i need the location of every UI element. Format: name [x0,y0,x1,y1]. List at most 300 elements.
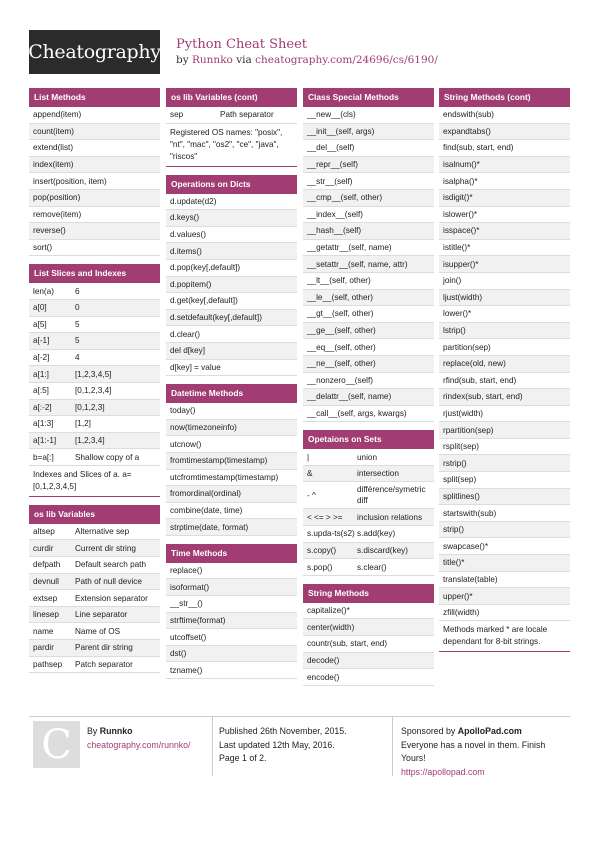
row-value: intersection [357,469,399,479]
row-key: b=a[:] [33,452,54,462]
list-item [303,223,434,240]
row-value: Shallow copy of a [75,452,140,462]
row-key: curdir [33,543,54,553]
row-key: devnull [33,576,59,586]
column-1 [29,88,160,681]
updated-date: Last updated 12th May, 2016. [219,739,335,750]
item-text: fromordinal(ordinal) [170,489,241,499]
list-item [166,470,297,487]
item-text: d[key] = value [170,362,221,372]
list-item [439,107,570,124]
list-item [303,306,434,323]
section-header: String Methods (cont) [439,88,570,107]
row-key: defpath [33,560,61,570]
item-text: reverse() [33,226,66,236]
list-item [303,389,434,406]
item-text: zfill(width) [443,608,480,618]
item-text: d.values() [170,230,206,240]
item-text: today() [170,406,196,416]
row-key: pathsep [33,659,63,669]
table-row [303,526,434,543]
table-row [29,317,160,334]
footer-publication [219,725,347,766]
row-key: - ^ [307,490,316,500]
item-text: rpartition(sep) [443,425,494,435]
section-list-methods [29,88,160,256]
table-row [29,350,160,367]
item-text: swapcase()* [443,541,489,551]
item-text: title()* [443,558,465,568]
row-value: [0,1,2,3] [75,402,105,412]
footer-author [87,725,191,752]
column-2 [166,88,297,687]
list-item [303,157,434,174]
row-value: inclusion relations [357,512,423,522]
table-row [303,543,434,560]
table-row [29,640,160,657]
list-item [303,356,434,373]
footer-author-name[interactable]: Runnko [99,726,133,736]
section-note: Methods marked * are locale dependant for 8-bit strings. [439,621,570,652]
row-key: a[1:-1] [33,435,57,445]
table-row [303,449,434,466]
published-date: Published 26th November, 2015. [219,726,347,736]
list-item [303,669,434,686]
footer-author-url[interactable]: cheatography.com/runnko/ [87,739,191,750]
section-header: Operations on Dicts [166,175,297,194]
row-value: Path of null device [75,576,142,586]
list-item [439,157,570,174]
row-value: [0,1,2,3,4] [75,386,112,396]
item-text: startswith(sub) [443,508,497,518]
list-item [439,588,570,605]
item-text: __nonzero__(self) [307,375,373,385]
list-item [439,455,570,472]
item-text: center(width) [307,622,355,632]
list-item [439,207,570,224]
row-value: [1,2] [75,419,91,429]
list-item [439,538,570,555]
item-text: dst() [170,649,187,659]
footer-separator [392,716,393,776]
list-item [303,619,434,636]
row-value: Name of OS [75,626,121,636]
item-text: extend(list) [33,143,74,153]
list-item [439,323,570,340]
item-text: rjust(width) [443,408,484,418]
item-text: __le__(self, other) [307,292,373,302]
section-os-vars [29,505,160,673]
section-time [166,544,297,679]
page-title: Python Cheat Sheet [176,37,308,52]
list-item [166,613,297,630]
row-key: extsep [33,593,58,603]
list-item [439,489,570,506]
item-text: decode() [307,655,340,665]
list-item [166,243,297,260]
table-row [29,540,160,557]
item-text: del d[key] [170,346,206,356]
list-item [439,256,570,273]
item-text: sort() [33,243,53,253]
item-text: expandtabs() [443,126,491,136]
row-value: s.add(key) [357,529,396,539]
item-text: combine(date, time) [170,505,243,515]
list-item [303,636,434,653]
author-link[interactable]: Runnko [192,54,233,66]
item-text: append(item) [33,110,82,120]
item-text: __eq__(self, other) [307,342,376,352]
footer-divider [29,716,570,717]
item-text: __hash__(self) [307,226,362,236]
list-item [439,339,570,356]
item-text: join() [443,276,462,286]
item-text: lstrip() [443,326,466,336]
list-item [166,420,297,437]
item-text: __ne__(self, other) [307,359,376,369]
list-item [439,555,570,572]
list-item [303,339,434,356]
list-item [439,140,570,157]
item-text: insert(position, item) [33,176,107,186]
list-item [166,403,297,420]
list-item [166,227,297,244]
list-item [29,207,160,224]
sponsor-url[interactable]: https://apollopad.com [401,766,485,777]
item-text: rfind(sub, start, end) [443,375,517,385]
row-value: 6 [75,286,80,296]
row-key: a[5] [33,319,47,329]
via-label: via [236,54,252,66]
table-row [29,416,160,433]
list-item [439,306,570,323]
list-item [439,190,570,207]
item-text: d.update(d2) [170,196,217,206]
list-item [439,356,570,373]
row-value: 0 [75,303,80,313]
item-text: rstrip() [443,458,467,468]
section-header: List Methods [29,88,160,107]
item-text: replace(old, new) [443,359,506,369]
list-item [166,646,297,663]
item-text: d.popitem() [170,279,212,289]
table-row [29,607,160,624]
row-key: s.copy() [307,545,337,555]
row-key: a[-1] [33,336,50,346]
list-item [166,436,297,453]
list-item [303,603,434,620]
list-item [29,173,160,190]
table-row [303,482,434,509]
item-text: countr(sub, start, end) [307,639,388,649]
item-text: encode() [307,672,340,682]
item-text: __new__(cls) [307,110,356,120]
list-item [439,389,570,406]
item-text: index(item) [33,160,74,170]
row-key: a[1:3] [33,419,54,429]
row-value: Alternative sep [75,527,130,537]
item-text: __call__(self, args, kwargs) [307,408,407,418]
row-value: [1,2,3,4] [75,435,105,445]
item-text: isdigit()* [443,193,473,203]
section-header: String Methods [303,584,434,603]
list-item [166,277,297,294]
item-text: __str__(self) [307,176,353,186]
row-key: a[:-2] [33,402,52,412]
list-item [439,173,570,190]
row-value: s.clear() [357,562,387,572]
item-text: rsplit(sep) [443,442,479,452]
list-item [439,273,570,290]
row-value: [1,2,3,4,5] [75,369,112,379]
list-item [166,326,297,343]
list-item [439,505,570,522]
table-row [29,366,160,383]
list-item [166,629,297,646]
list-item [166,293,297,310]
list-item [439,572,570,589]
item-text: strptime(date, format) [170,522,249,532]
row-key: a[1:] [33,369,49,379]
section-class-special [303,88,434,422]
row-key: < <= > >= [307,512,343,522]
list-item [439,472,570,489]
row-value: Patch separator [75,659,133,669]
item-text: tzname() [170,665,203,675]
table-row [29,333,160,350]
row-value: 5 [75,319,80,329]
table-row [29,557,160,574]
row-value: Extension separator [75,593,148,603]
row-value: Current dir string [75,543,136,553]
item-text: partition(sep) [443,342,491,352]
item-text: isoformat() [170,582,210,592]
list-item [166,194,297,211]
row-key: altsep [33,527,55,537]
section-string-cont [439,88,570,652]
item-text: isalpha()* [443,176,478,186]
section-header: Datetime Methods [166,384,297,403]
table-row [29,400,160,417]
item-text: __lt__(self, other) [307,276,371,286]
row-value: différence/symetric diff [357,485,426,506]
section-header: os lib Variables (cont) [166,88,297,107]
section-datetime [166,384,297,536]
item-text: utcoffset() [170,632,207,642]
list-item [29,223,160,240]
list-item [439,240,570,257]
table-row [29,383,160,400]
item-text: __init__(self, args) [307,126,375,136]
list-item [303,190,434,207]
item-text: isspace()* [443,226,480,236]
footer-separator [212,716,213,776]
list-item [439,406,570,423]
item-text: splitlines() [443,491,480,501]
row-key: a[:5] [33,386,49,396]
list-item [303,373,434,390]
table-row [29,590,160,607]
section-header: os lib Variables [29,505,160,524]
list-item [303,653,434,670]
item-text: d.clear() [170,329,201,339]
item-text: d.items() [170,246,202,256]
row-key: a[-2] [33,353,50,363]
row-key: linesep [33,610,59,620]
table-row [166,107,297,124]
cheatography-logo[interactable]: Cheatography [29,30,160,74]
sponsor-text: Everyone has a novel in them. Finish Yours! [401,739,546,763]
row-value: Path separator [220,110,274,120]
row-key: pardir [33,643,54,653]
item-text: now(timezoneinfo) [170,423,237,433]
item-text: ljust(width) [443,292,483,302]
table-row [29,433,160,450]
list-item [166,453,297,470]
item-text: utcnow() [170,439,202,449]
table-row [303,559,434,576]
item-text: istitle()* [443,243,471,253]
item-text: pop(position) [33,193,81,203]
list-item [439,124,570,141]
list-item [303,290,434,307]
section-string-methods [303,584,434,686]
row-value: Line separator [75,610,128,620]
item-text: d.setdefault(key[,default]) [170,313,262,323]
list-item [303,273,434,290]
list-item [166,662,297,679]
list-item [166,210,297,227]
section-list-slices [29,264,160,497]
table-row [29,657,160,674]
list-item [303,406,434,423]
list-item [166,310,297,327]
list-item [439,290,570,307]
list-item [439,522,570,539]
list-item [439,605,570,622]
item-text: capitalize()* [307,606,350,616]
list-item [29,124,160,141]
list-item [303,207,434,224]
list-item [166,519,297,536]
sponsor-name[interactable]: ApolloPad.com [457,726,522,736]
item-text: __ge__(self, other) [307,326,376,336]
list-item [303,140,434,157]
list-item [166,486,297,503]
item-text: count(item) [33,126,74,136]
item-text: upper()* [443,591,473,601]
list-item [303,107,434,124]
section-note: Indexes and Slices of a. a=[0,1,2,3,4,5] [29,466,160,497]
row-value: Parent dir string [75,643,133,653]
sheet-url-link[interactable]: cheatography.com/24696/cs/6190/ [255,54,438,66]
table-row [29,449,160,466]
table-row [303,466,434,483]
item-text: islower()* [443,209,478,219]
list-item [303,240,434,257]
list-item [29,107,160,124]
list-item [29,190,160,207]
list-item [29,157,160,174]
item-text: utcfromtimestamp(timestamp) [170,472,279,482]
list-item [166,563,297,580]
row-key: sep [170,110,184,120]
item-text: __del__(self) [307,143,355,153]
section-note: Registered OS names: "posix", "nt", "mac", "os2", "ce", "java", "riscos" [166,124,297,167]
section-header: Opetaions on Sets [303,430,434,449]
row-key: s.upda-ts(s2) [307,529,355,539]
row-value: 5 [75,336,80,346]
item-text: split(sep) [443,475,477,485]
page-number: Page 1 of 2. [219,753,267,763]
table-row [29,574,160,591]
list-item [166,360,297,377]
table-row [29,283,160,300]
row-key: name [33,626,54,636]
item-text: __repr__(self) [307,160,358,170]
row-value: s.discard(key) [357,545,408,555]
list-item [166,503,297,520]
row-key: s.pop() [307,562,333,572]
list-item [166,343,297,360]
item-text: strftime(format) [170,615,226,625]
section-sets [303,430,434,576]
item-text: endswith(sub) [443,110,494,120]
section-header: Time Methods [166,544,297,563]
table-row [29,524,160,541]
item-text: __index__(self) [307,209,363,219]
row-key: len(a) [33,286,54,296]
item-text: fromtimestamp(timestamp) [170,456,268,466]
list-item [166,596,297,613]
item-text: translate(table) [443,574,498,584]
list-item [29,140,160,157]
item-text: __getattr__(self, name) [307,243,392,253]
list-item [439,223,570,240]
list-item [303,256,434,273]
section-header: List Slices and Indexes [29,264,160,283]
sponsor-label: Sponsored by [401,726,456,736]
list-item [166,579,297,596]
item-text: strip() [443,525,464,535]
list-item [29,240,160,257]
item-text: find(sub, start, end) [443,143,514,153]
by-label: by [176,54,189,66]
section-header: Class Special Methods [303,88,434,107]
item-text: __setattr__(self, name, attr) [307,259,408,269]
item-text: __gt__(self, other) [307,309,374,319]
table-row [303,509,434,526]
section-os-vars-cont [166,88,297,167]
item-text: d.pop(key[,default]) [170,263,241,273]
item-text: __cmp__(self, other) [307,193,383,203]
row-value: 4 [75,353,80,363]
item-text: lower()* [443,309,472,319]
column-3 [303,88,434,694]
item-text: __str__() [170,599,203,609]
list-item [303,323,434,340]
footer-sponsor [401,725,571,779]
column-4 [439,88,570,660]
row-key: a[0] [33,303,47,313]
row-value: Default search path [75,560,147,570]
by-label: By [87,726,98,736]
item-text: remove(item) [33,209,82,219]
item-text: replace() [170,566,203,576]
table-row [29,623,160,640]
subtitle [176,54,438,66]
item-text: d.keys() [170,213,200,223]
